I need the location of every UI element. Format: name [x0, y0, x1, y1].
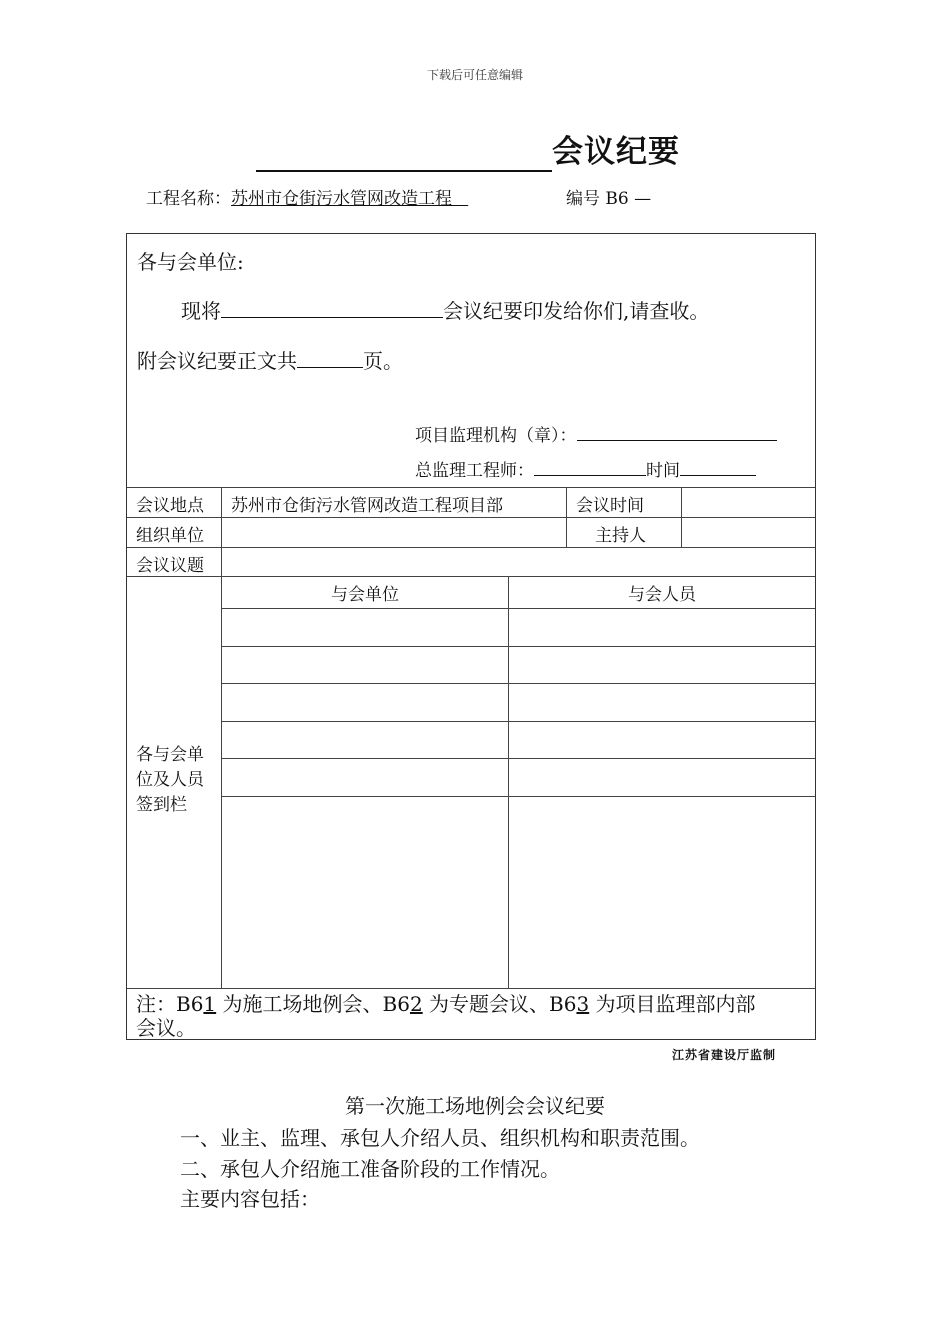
project-name: 苏州市仓街污水管网改造工程 [231, 189, 452, 209]
recipients-label: 各与会单位: [137, 250, 244, 274]
note-line-2: 会议。 [136, 1016, 196, 1040]
col-header-people: 与会人员 [628, 585, 696, 605]
line1-suffix: 会议纪要印发给你们,请查收。 [443, 299, 710, 323]
time-label: 时间 [646, 461, 680, 481]
time-field-label: 会议时间 [576, 496, 644, 516]
signin-side-label [136, 743, 204, 818]
host-label: 主持人 [595, 526, 646, 546]
engineer-line [415, 456, 756, 481]
notice-line-2 [137, 345, 403, 374]
divider [221, 646, 815, 647]
seal-line [415, 421, 777, 446]
divider [221, 721, 815, 722]
col-header-units: 与会单位 [331, 585, 399, 605]
issuer-label: 江苏省建设厅监制 [672, 1048, 777, 1062]
meeting-form [126, 233, 816, 1040]
divider [221, 758, 815, 759]
minutes-item-3: 主要内容包括： [180, 1187, 320, 1211]
note-code: 3 [576, 992, 590, 1016]
time-blank[interactable] [680, 457, 756, 476]
project-line [146, 184, 468, 209]
document-title [256, 128, 680, 172]
divider [221, 796, 815, 797]
divider [221, 683, 815, 684]
signin-label-line: 位及人员 [136, 770, 204, 790]
location-value[interactable]: 苏州市仓街污水管网改造工程项目部 [231, 496, 503, 516]
engineer-label: 总监理工程师： [415, 461, 534, 481]
meeting-name-blank[interactable] [221, 297, 443, 318]
line2-prefix: 附会议纪要正文共 [137, 349, 297, 373]
seal-label: 项目监理机构（章）： [415, 426, 577, 446]
topic-label: 会议议题 [136, 556, 204, 576]
note-text: 为项目监理部内部 [589, 992, 756, 1016]
minutes-item-2: 二、承包人介绍施工准备阶段的工作情况。 [180, 1157, 560, 1181]
divider [127, 988, 815, 989]
title-blank-line [256, 134, 552, 172]
organizer-label: 组织单位 [136, 526, 204, 546]
divider [566, 487, 567, 547]
note-code: 2 [409, 992, 423, 1016]
location-label: 会议地点 [136, 496, 204, 516]
divider [127, 576, 815, 577]
title-text: 会议纪要 [552, 134, 680, 170]
project-label: 工程名称： [146, 189, 231, 209]
form-note [136, 992, 756, 1040]
note-text: 为专题会议、B6 [422, 992, 577, 1016]
signin-label-line: 各与会单 [136, 745, 204, 765]
project-number: 编号 B6 — [566, 189, 652, 209]
line2-suffix: 页。 [363, 349, 403, 373]
topic-value[interactable] [222, 548, 815, 576]
note-line-1 [136, 992, 756, 1016]
line1-prefix: 现将 [181, 299, 221, 323]
signin-label-line: 签到栏 [136, 795, 187, 815]
header-note: 下载后可任意编辑 [426, 68, 523, 82]
minutes-item-1: 一、业主、监理、承包人介绍人员、组织机构和职责范围。 [180, 1126, 700, 1150]
time-field-value[interactable] [682, 488, 815, 517]
divider [508, 576, 509, 988]
minutes-heading: 第一次施工场地例会会议纪要 [345, 1094, 605, 1118]
seal-blank[interactable] [577, 422, 777, 441]
host-value[interactable] [682, 518, 815, 547]
note-code: 1 [203, 992, 217, 1016]
divider [221, 608, 815, 609]
notice-line-1 [181, 295, 709, 324]
note-text: 注：B6 [136, 992, 204, 1016]
organizer-value[interactable] [222, 518, 566, 547]
engineer-blank[interactable] [534, 457, 646, 476]
page-count-blank[interactable] [297, 347, 363, 368]
note-text: 为施工场地例会、B6 [216, 992, 410, 1016]
